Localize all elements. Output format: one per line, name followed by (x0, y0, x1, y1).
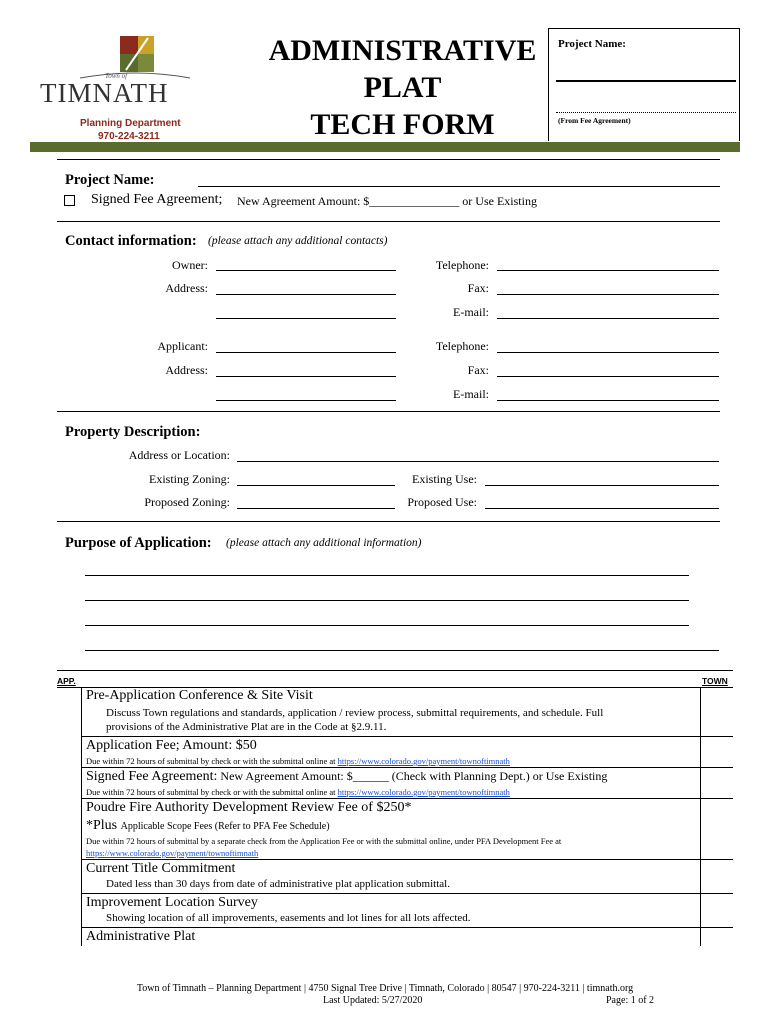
checklist-item-3-note (86, 787, 510, 797)
title-line-2: PLAT (363, 71, 442, 104)
checklist-item-2-title: Application Fee; Amount: $50 (86, 738, 257, 753)
applicant-email-label: E-mail: (453, 387, 489, 401)
checklist-item-1-desc2: provisions of the Administrative Plat are in the Code at §2.9.11. (106, 721, 387, 733)
checklist-item-4-plus: *Plus (86, 818, 121, 833)
existing-zoning-label: Existing Zoning: (149, 472, 230, 486)
proposed-use-field[interactable] (485, 508, 719, 509)
fee-agreement-note: (From Fee Agreement) (558, 116, 631, 125)
footer-address: Town of Timnath – Planning Department | 4750 Signal Tree Drive | Timnath, Colorado | 80547 | 970-224-3211 | timnath.org (136, 983, 634, 994)
project-name-box-label: Project Name: (558, 38, 626, 50)
purpose-title: Purpose of Application: (65, 535, 212, 551)
signed-fee-label: Signed Fee Agreement; (91, 192, 223, 207)
project-name-box-field[interactable] (556, 80, 736, 82)
applicant-address-field[interactable] (216, 376, 396, 377)
divider-contact (57, 411, 720, 412)
checklist-item-7-title: Administrative Plat (86, 929, 196, 944)
purpose-line-3[interactable] (85, 625, 689, 626)
purpose-line-2[interactable] (85, 600, 689, 601)
logo-wordmark: TIMNATH (40, 78, 169, 108)
title-line-1: ADMINISTRATIVE (268, 34, 537, 67)
checklist-item-3-title (86, 769, 607, 785)
department-phone: 970-224-3211 (98, 131, 160, 142)
contact-note: (please attach any additional contacts) (208, 235, 388, 247)
app-column-rule (81, 688, 82, 946)
checklist-row-divider (81, 798, 733, 799)
applicant-telephone-field[interactable] (497, 352, 719, 353)
owner-email-field[interactable] (497, 318, 719, 319)
checklist-row-divider (81, 927, 733, 928)
applicant-email-field[interactable] (497, 400, 719, 401)
town-column-rule (700, 688, 701, 946)
applicant-fax-label: Fax: (467, 363, 489, 377)
applicant-fax-field[interactable] (497, 376, 719, 377)
purpose-line-4[interactable] (85, 650, 719, 651)
footer-page: Page: 1 of 2 (606, 995, 655, 1006)
checklist-item-6-desc: Showing location of all improvements, easements and lot lines for all lots affected. (106, 912, 471, 924)
owner-address-field[interactable] (216, 294, 396, 295)
proposed-use-label: Proposed Use: (407, 495, 477, 509)
payment-link[interactable]: https://www.colorado.gov/payment/townoftimnath (86, 848, 259, 858)
purpose-line-1[interactable] (85, 575, 689, 576)
header-color-bar (30, 142, 740, 152)
checklist-item-4-title2 (86, 818, 330, 834)
checklist-item-6-title: Improvement Location Survey (86, 895, 258, 910)
divider-project (57, 221, 720, 222)
payment-link[interactable]: https://www.colorado.gov/payment/townoftimnath (337, 787, 510, 797)
existing-use-field[interactable] (485, 485, 719, 486)
department-name: Planning Department (80, 118, 181, 129)
applicant-field[interactable] (216, 352, 396, 353)
app-column-label: APP. (57, 676, 76, 686)
checklist-item-3-title-main: Signed Fee Agreement: (86, 769, 218, 784)
checklist-row-divider (81, 736, 733, 737)
checklist-row-divider (81, 893, 733, 894)
checklist-item-2-note (86, 756, 510, 766)
contact-title: Contact information: (65, 233, 197, 249)
checklist-item-3-title-rest: New Agreement Amount: $______ (Check with Planning Dept.) or Use Existing (217, 769, 608, 783)
checklist-item-1-title: Pre-Application Conference & Site Visit (86, 688, 313, 703)
project-name-label: Project Name: (65, 172, 155, 188)
checkbox-icon[interactable] (64, 195, 75, 206)
checklist-item-4-link-line (86, 848, 258, 858)
checklist-item-4-note: Due within 72 hours of submittal by a separate check from the Application Fee or with the submittal online, under PFA Development Fee at (86, 836, 562, 846)
owner-email-label: E-mail: (453, 305, 489, 319)
checklist-item-2-note-text: Due within 72 hours of submittal by check or with the submittal online at (86, 756, 338, 766)
owner-telephone-field[interactable] (497, 270, 719, 271)
owner-telephone-label: Telephone: (435, 258, 489, 272)
applicant-telephone-label: Telephone: (435, 339, 489, 353)
checklist-item-5-desc: Dated less than 30 days from date of administrative plat application submittal. (106, 878, 450, 890)
fee-agreement-field[interactable] (556, 112, 736, 113)
proposed-zoning-label: Proposed Zoning: (144, 495, 230, 509)
applicant-address-label: Address: (165, 363, 208, 377)
address-location-field[interactable] (237, 461, 719, 462)
checklist-row-divider (81, 859, 733, 860)
address-location-label: Address or Location: (128, 448, 230, 462)
owner-address-label: Address: (165, 281, 208, 295)
owner-fax-label: Fax: (467, 281, 489, 295)
footer-updated: Last Updated: 5/27/2020 (323, 995, 423, 1006)
checklist-item-4-title: Poudre Fire Authority Development Review Fee of $250* (86, 800, 412, 815)
checklist-item-1-desc1: Discuss Town regulations and standards, application / review process, submittal requirements, and schedule. Full (106, 707, 604, 719)
checklist-row-divider (81, 767, 733, 768)
proposed-zoning-field[interactable] (237, 508, 395, 509)
owner-label: Owner: (172, 258, 208, 272)
logo-tagline: Town of (105, 72, 128, 80)
checklist-top-border (57, 670, 733, 671)
owner-address-field-2[interactable] (216, 318, 396, 319)
purpose-note: (please attach any additional information) (226, 537, 422, 549)
checklist-item-4-scope: Applicable Scope Fees (Refer to PFA Fee Schedule) (120, 821, 330, 832)
existing-use-label: Existing Use: (412, 472, 477, 486)
divider-property (57, 521, 720, 522)
header-divider (57, 159, 720, 160)
owner-field[interactable] (216, 270, 396, 271)
payment-link[interactable]: https://www.colorado.gov/payment/townoftimnath (337, 756, 510, 766)
existing-zoning-field[interactable] (237, 485, 395, 486)
new-agreement-text: New Agreement Amount: $_______________ or Use Existing (237, 194, 537, 208)
property-title: Property Description: (65, 424, 201, 440)
title-line-3: TECH FORM (310, 108, 495, 141)
project-name-field[interactable] (198, 186, 720, 187)
form-title (260, 32, 545, 143)
owner-fax-field[interactable] (497, 294, 719, 295)
applicant-address-field-2[interactable] (216, 400, 396, 401)
checklist-item-3-note-text: Due within 72 hours of submittal by check or with the submittal online at (86, 787, 338, 797)
applicant-label: Applicant: (157, 339, 208, 353)
checklist-item-5-title: Current Title Commitment (86, 861, 236, 876)
town-column-label: TOWN (702, 676, 728, 686)
